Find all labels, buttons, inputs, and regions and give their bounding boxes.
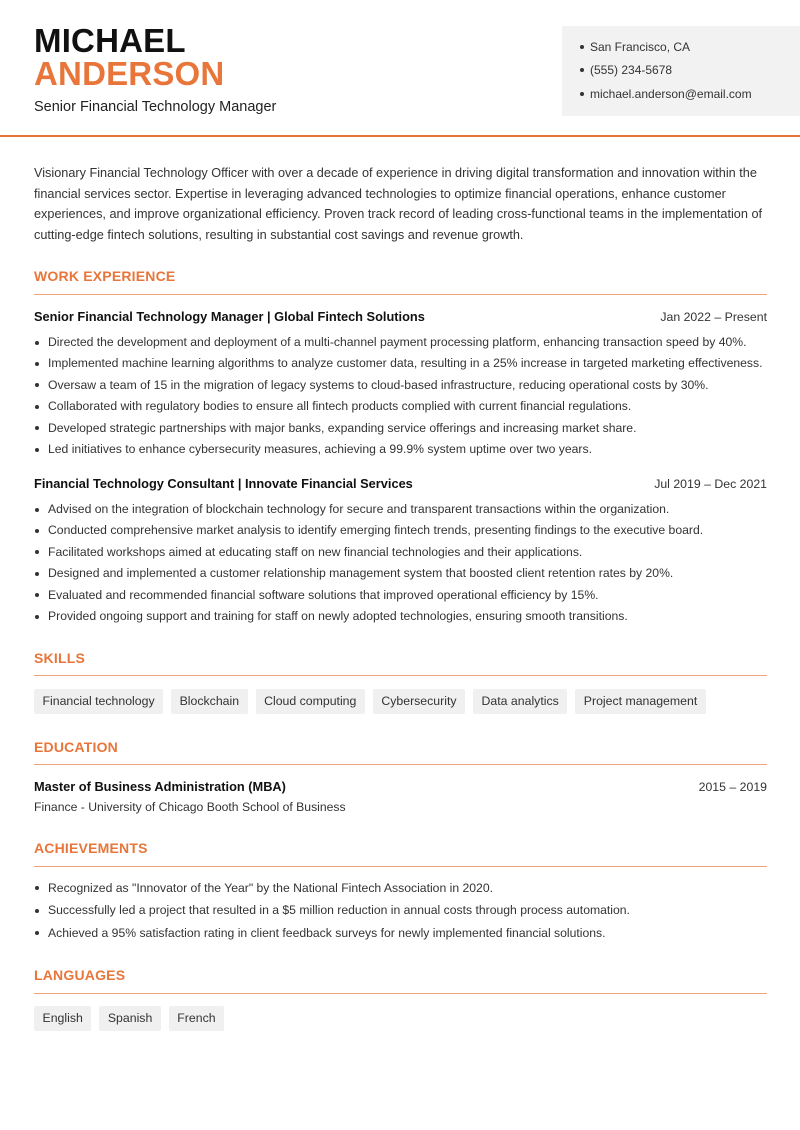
list-item <box>34 375 774 396</box>
list-item <box>34 585 774 606</box>
contact-box <box>562 26 800 116</box>
bullet-text: Conducted comprehensive market analysis to identify emerging fintech trends, presenting findings to the executive board. <box>48 523 704 538</box>
language-tags <box>34 1006 224 1031</box>
list-item <box>34 900 774 923</box>
first-name: MICHAEL <box>34 22 186 59</box>
section-divider <box>34 764 767 765</box>
language-tag: French <box>169 1006 224 1031</box>
language-tag: Spanish <box>99 1006 160 1031</box>
bullet-text: Directed the development and deployment of a multi-channel payment processing platform, enhancing transaction speed by 40%. <box>48 335 747 349</box>
bullet-text: Successfully led a project that resulted in a $5 million reduction in annual costs through process automation. <box>48 903 630 918</box>
bullet-icon <box>35 909 39 913</box>
last-name: ANDERSON <box>34 55 225 92</box>
bullet-text: Achieved a 95% satisfaction rating in client feedback surveys for newly implemented financial solutions. <box>48 925 606 940</box>
section-divider <box>34 993 767 994</box>
job-entry-header <box>34 309 767 324</box>
skills-tags <box>34 689 706 714</box>
bullet-icon <box>35 508 39 512</box>
job-bullets <box>34 499 774 627</box>
list-item <box>34 563 774 584</box>
list-item <box>34 499 774 520</box>
bullet-text: Developed strategic partnerships with major banks, expanding service offerings and increasing market share. <box>48 420 637 435</box>
list-item <box>34 332 774 353</box>
bullet-icon <box>35 931 39 935</box>
job-dates: Jul 2019 – Dec 2021 <box>654 477 767 491</box>
section-title-work: WORK EXPERIENCE <box>34 268 176 284</box>
bullet-text: Implemented machine learning algorithms to analyze customer data, resulting in a 25% increase in targeted marketing effectiveness. <box>48 356 763 371</box>
job-dates: Jan 2022 – Present <box>660 310 767 324</box>
skill-tag: Data analytics <box>473 689 567 714</box>
bullet-icon <box>35 593 39 597</box>
section-title-skills: SKILLS <box>34 650 85 666</box>
list-item <box>34 877 774 900</box>
achievement-bullets <box>34 877 774 945</box>
professional-summary: Visionary Financial Technology Officer with over a decade of experience in driving digital transformation and innovation within the financial services sector. Expertise in leveraging advanced technologies to optimize financial operations, enhance customer experiences, and improve organizational efficiency. Proven track record of leading cross-functional teams in the implementation of cutting-edge fintech solutions, resulting in substantial cost savings and revenue growth. <box>34 166 763 242</box>
bullet-icon <box>35 362 39 366</box>
section-title-achievements: ACHIEVEMENTS <box>34 840 148 856</box>
bullet-icon <box>35 529 39 533</box>
list-item <box>34 353 774 374</box>
language-tag: English <box>34 1006 91 1031</box>
education-school: Finance - University of Chicago Booth School of Business <box>34 800 346 814</box>
section-divider <box>34 294 767 295</box>
section-divider <box>34 866 767 867</box>
bullet-icon <box>35 448 39 452</box>
skill-tag: Cybersecurity <box>373 689 465 714</box>
bullet-icon <box>35 550 39 554</box>
bullet-icon <box>35 383 39 387</box>
bullet-text: Evaluated and recommended financial software solutions that improved operational efficiency by 15%. <box>48 587 599 602</box>
job-entry-header <box>34 476 767 491</box>
bullet-icon <box>35 341 39 345</box>
education-degree: Master of Business Administration (MBA) <box>34 779 286 794</box>
resume-header <box>0 0 800 137</box>
bullet-icon <box>580 92 584 96</box>
education-dates: 2015 – 2019 <box>698 780 767 794</box>
list-item <box>34 418 774 439</box>
job-title: Senior Financial Technology Manager <box>34 99 277 115</box>
list-item <box>34 542 774 563</box>
bullet-icon <box>35 426 39 430</box>
list-item <box>34 606 774 627</box>
list-item <box>34 396 774 417</box>
bullet-text: Advised on the integration of blockchain technology for secure and transparent transactions within the organization. <box>48 502 670 516</box>
job-role: Financial Technology Consultant | Innovate Financial Services <box>34 476 413 491</box>
skill-tag: Financial technology <box>34 689 163 714</box>
bullet-icon <box>35 405 39 409</box>
skill-tag: Cloud computing <box>256 689 365 714</box>
job-role: Senior Financial Technology Manager | Global Fintech Solutions <box>34 309 425 324</box>
section-title-education: EDUCATION <box>34 739 118 755</box>
email-text: michael.anderson@email.com <box>590 87 752 101</box>
contact-phone <box>580 63 672 77</box>
bullet-text: Facilitated workshops aimed at educating staff on new financial technologies and their applications. <box>48 544 583 559</box>
bullet-icon <box>35 886 39 890</box>
skill-tag: Project management <box>575 689 705 714</box>
job-bullets <box>34 332 774 460</box>
skill-tag: Blockchain <box>171 689 247 714</box>
location-text: San Francisco, CA <box>590 40 691 54</box>
bullet-icon <box>35 572 39 576</box>
bullet-icon <box>35 615 39 619</box>
bullet-icon <box>580 45 584 49</box>
bullet-text: Recognized as "Innovator of the Year" by the National Fintech Association in 2020. <box>48 880 493 895</box>
list-item <box>34 922 774 945</box>
bullet-text: Led initiatives to enhance cybersecurity measures, achieving a 99.9% system uptime over two years. <box>48 441 592 456</box>
contact-email <box>580 87 752 101</box>
bullet-icon <box>580 68 584 72</box>
phone-text: (555) 234-5678 <box>590 63 673 77</box>
bullet-text: Collaborated with regulatory bodies to ensure all fintech products complied with current financial regulations. <box>48 399 632 414</box>
list-item <box>34 520 774 541</box>
bullet-text: Oversaw a team of 15 in the migration of legacy systems to cloud-based infrastructure, reducing operational costs by 30%. <box>48 377 709 392</box>
contact-location <box>580 40 690 54</box>
section-title-languages: LANGUAGES <box>34 967 126 983</box>
section-divider <box>34 675 767 676</box>
bullet-text: Designed and implemented a customer relationship management system that boosted client retention rates by 20%. <box>48 566 674 581</box>
list-item <box>34 439 774 460</box>
bullet-text: Provided ongoing support and training for staff on newly adopted technologies, ensuring smooth transitions. <box>48 608 628 623</box>
